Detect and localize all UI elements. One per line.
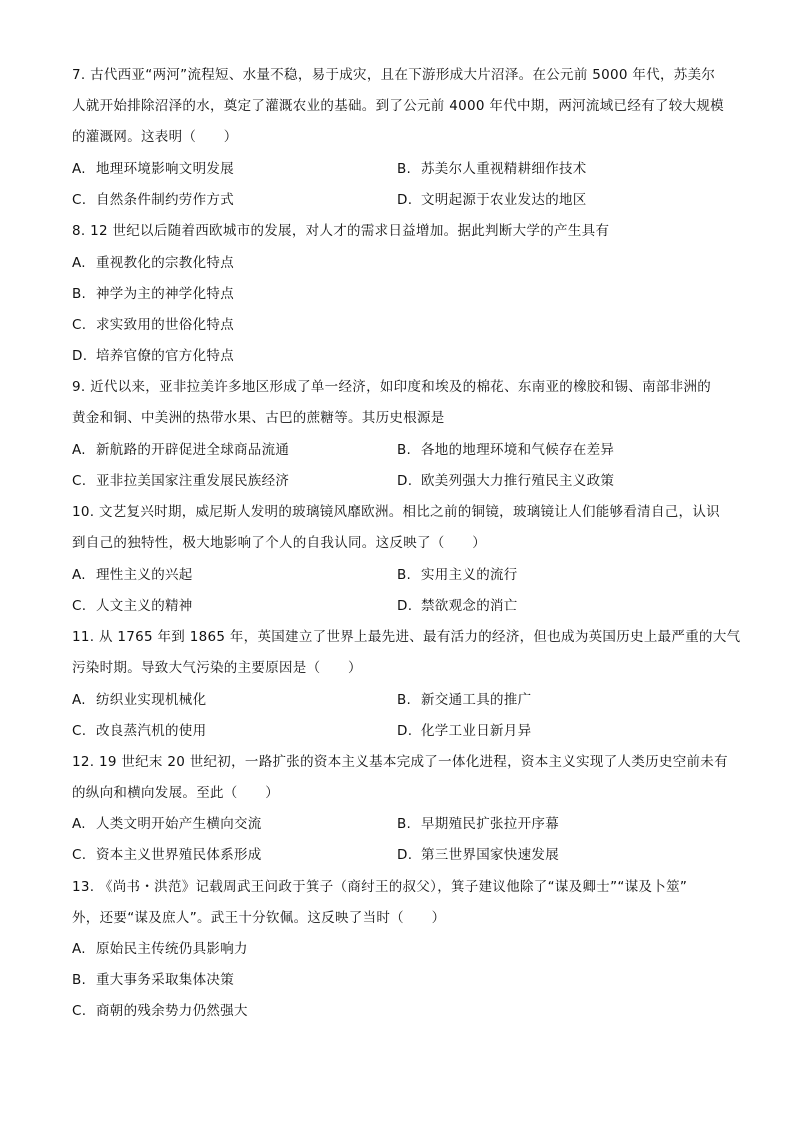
question-12-stem-line-1: 12. 19 世纪末 20 世纪初，一路扩张的资本主义基本完成了一体化进程，资本主义实现了人类历史空前未有 [72, 754, 728, 770]
question-11-option-c[interactable] [72, 722, 206, 740]
option-text: 求实致用的世俗化特点 [96, 317, 234, 333]
option-text: 纺织业实现机械化 [96, 692, 207, 708]
question-7-stem-line-1: 7. 古代西亚“两河”流程短、水量不稳，易于成灾，且在下游形成大片沼泽。在公元前 5000 年代，苏美尔 [72, 67, 716, 83]
option-text: 亚非拉美国家注重发展民族经济 [96, 473, 290, 489]
question-8-option-a[interactable] [72, 254, 234, 272]
question-10-option-b[interactable] [397, 566, 518, 584]
option-text: 原始民主传统仍具影响力 [96, 941, 248, 957]
question-9-option-d[interactable] [397, 472, 614, 490]
question-10-stem-line-1: 10. 文艺复兴时期，威尼斯人发明的玻璃镜风靡欧洲。相比之前的铜镜，玻璃镜让人们能够看清自己，认识 [72, 504, 720, 520]
question-13-option-b[interactable] [72, 971, 234, 989]
question-11-option-a[interactable] [72, 691, 206, 709]
question-9-stem-line-2: 黄金和铜、中美洲的热带水果、古巴的蔗糖等。其历史根源是 [72, 410, 445, 426]
option-text: 重视教化的宗教化特点 [96, 255, 234, 271]
option-text: 各地的地理环境和气候存在差异 [421, 442, 615, 458]
question-8-option-c[interactable] [72, 316, 234, 334]
option-text: 禁欲观念的消亡 [421, 598, 518, 614]
option-text: 地理环境影响文明发展 [96, 161, 234, 177]
option-text: 神学为主的神学化特点 [96, 286, 234, 302]
question-7-option-d[interactable] [397, 191, 587, 209]
option-text: 实用主义的流行 [421, 567, 518, 583]
question-11-option-b[interactable] [397, 691, 531, 709]
question-13-option-a[interactable] [72, 940, 248, 958]
question-9-option-a[interactable] [72, 441, 289, 459]
option-letter: B. [397, 161, 412, 177]
question-12-option-b[interactable] [397, 815, 559, 833]
question-13-stem-line-1: 13. 《尚书・洪范》记载周武王问政于箕子（商纣王的叔父），箕子建议他除了“谋及卿士”“谋及卜筮” [72, 879, 688, 895]
question-7-option-c[interactable] [72, 191, 234, 209]
question-8-stem-line-1: 8. 12 世纪以后随着西欧城市的发展，对人才的需求日益增加。据此判断大学的产生具有 [72, 223, 610, 239]
option-letter: D. [72, 348, 88, 364]
option-text: 早期殖民扩张拉开序幕 [421, 816, 559, 832]
question-12-stem-line-2: 的纵向和横向发展。至此（ ） [72, 785, 279, 801]
question-13-option-c[interactable] [72, 1002, 248, 1020]
option-text: 商朝的残余势力仍然强大 [96, 1003, 248, 1019]
option-letter: B. [72, 972, 87, 988]
question-11-stem-line-2: 污染时期。导致大气污染的主要原因是（ ） [72, 660, 362, 676]
option-letter: A. [72, 941, 86, 957]
option-letter: B. [397, 692, 412, 708]
question-12-option-a[interactable] [72, 815, 262, 833]
option-text: 改良蒸汽机的使用 [96, 723, 207, 739]
option-letter: A. [72, 567, 86, 583]
question-12-option-d[interactable] [397, 846, 559, 864]
option-text: 化学工业日新月异 [421, 723, 532, 739]
option-text: 人类文明开始产生横向交流 [96, 816, 262, 832]
option-letter: C. [72, 317, 87, 333]
option-letter: B. [397, 567, 412, 583]
option-letter: C. [72, 598, 87, 614]
option-letter: A. [72, 442, 86, 458]
option-letter: D. [397, 598, 413, 614]
option-text: 自然条件制约劳作方式 [96, 192, 234, 208]
option-letter: A. [72, 816, 86, 832]
question-8-option-b[interactable] [72, 285, 234, 303]
option-letter: D. [397, 192, 413, 208]
option-letter: A. [72, 255, 86, 271]
option-text: 第三世界国家快速发展 [421, 847, 559, 863]
option-letter: C. [72, 1003, 87, 1019]
question-10-option-a[interactable] [72, 566, 193, 584]
question-11-stem-line-1: 11. 从 1765 年到 1865 年，英国建立了世界上最先进、最有活力的经济，但也成为英国历史上最严重的大气 [72, 629, 741, 645]
question-7-stem-line-3: 的灌溉网。这表明（ ） [72, 129, 238, 145]
option-letter: C. [72, 847, 87, 863]
option-letter: B. [397, 442, 412, 458]
option-letter: C. [72, 192, 87, 208]
question-9-stem-line-1: 9. 近代以来，亚非拉美许多地区形成了单一经济，如印度和埃及的棉花、东南亚的橡胶和锡、南部非洲的 [72, 379, 712, 395]
question-11-option-d[interactable] [397, 722, 531, 740]
option-letter: A. [72, 161, 86, 177]
option-letter: B. [72, 286, 87, 302]
option-letter: D. [397, 473, 413, 489]
question-7-option-b[interactable] [397, 160, 587, 178]
question-7-option-a[interactable] [72, 160, 234, 178]
question-8-option-d[interactable] [72, 347, 234, 365]
option-letter: A. [72, 692, 86, 708]
option-letter: C. [72, 473, 87, 489]
option-text: 理性主义的兴起 [96, 567, 193, 583]
option-letter: D. [397, 723, 413, 739]
option-text: 欧美列强大力推行殖民主义政策 [421, 473, 615, 489]
question-13-stem-line-2: 外，还要“谋及庶人”。武王十分钦佩。这反映了当时（ ） [72, 910, 446, 926]
option-text: 人文主义的精神 [96, 598, 193, 614]
question-12-option-c[interactable] [72, 846, 262, 864]
question-7-stem-line-2: 人就开始排除沼泽的水，奠定了灌溉农业的基础。到了公元前 4000 年代中期，两河流域已经有了较大规模 [72, 98, 724, 114]
question-10-stem-line-2: 到自己的独特性，极大地影响了个人的自我认同。这反映了（ ） [72, 535, 486, 551]
option-letter: B. [397, 816, 412, 832]
option-text: 培养官僚的官方化特点 [96, 348, 234, 364]
option-text: 文明起源于农业发达的地区 [421, 192, 587, 208]
option-text: 重大事务采取集体决策 [96, 972, 234, 988]
question-9-option-c[interactable] [72, 472, 289, 490]
question-10-option-d[interactable] [397, 597, 518, 615]
option-text: 新交通工具的推广 [421, 692, 532, 708]
question-10-option-c[interactable] [72, 597, 193, 615]
option-letter: D. [397, 847, 413, 863]
option-text: 资本主义世界殖民体系形成 [96, 847, 262, 863]
option-letter: C. [72, 723, 87, 739]
option-text: 苏美尔人重视精耕细作技术 [421, 161, 587, 177]
question-9-option-b[interactable] [397, 441, 614, 459]
option-text: 新航路的开辟促进全球商品流通 [96, 442, 290, 458]
